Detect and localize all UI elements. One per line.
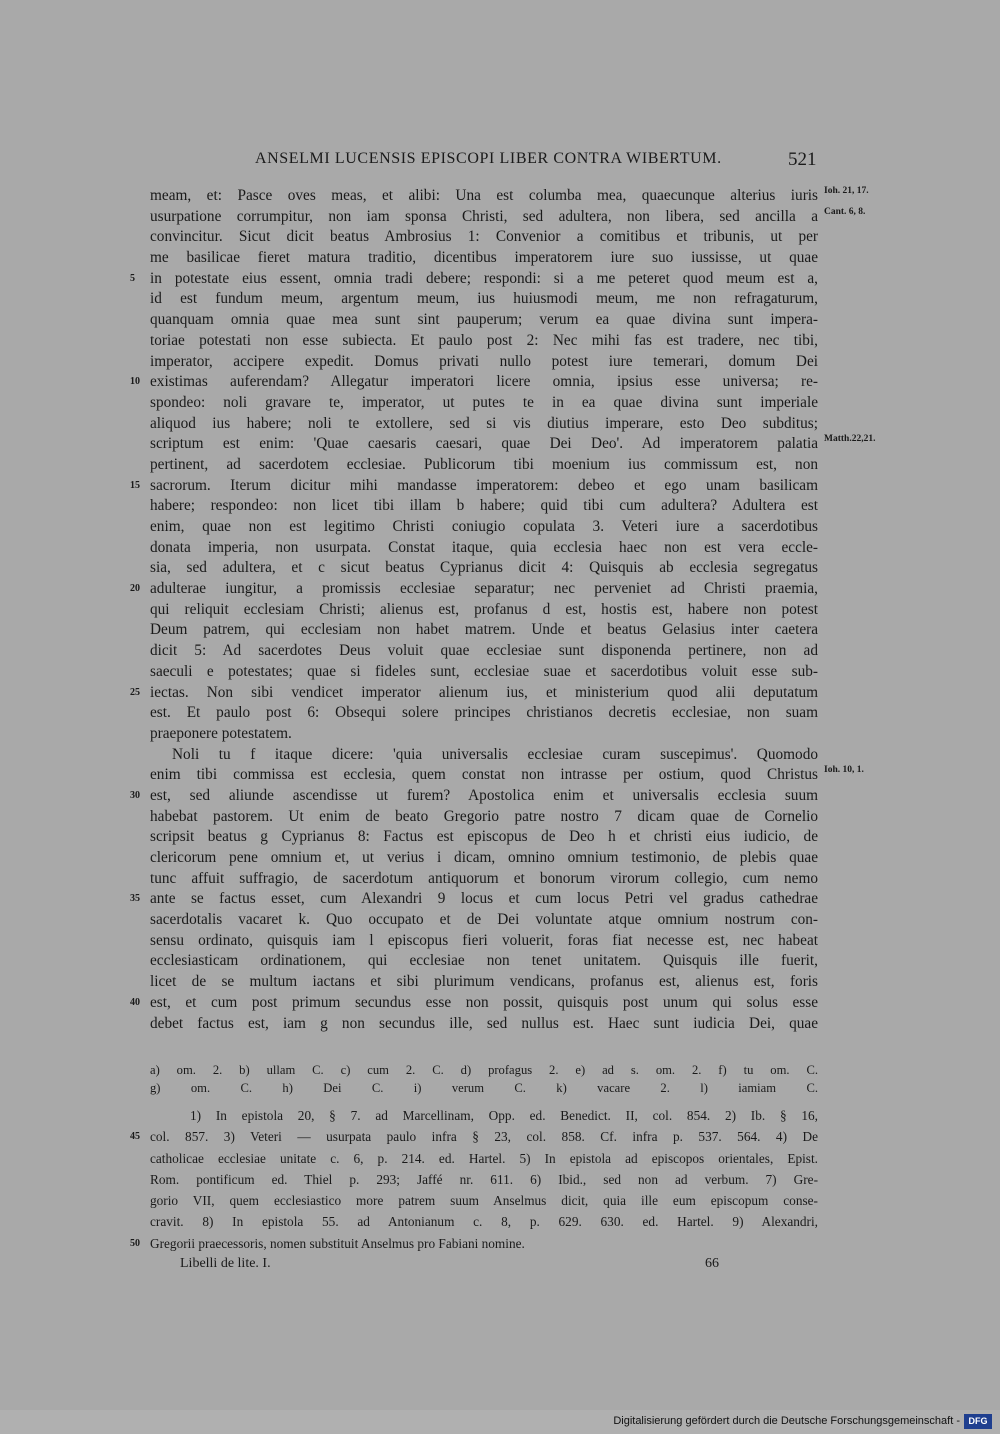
- text-line: [130, 683, 818, 704]
- line-text: sensu ordinato, quisquis iam l episcopus fieri voluerit, foras fiat necesse est, nec habeat: [150, 931, 818, 949]
- line-text: aliquod ius habere; noli te extollere, sed si vis diutius imperare, esto Deo subditus;: [150, 414, 818, 432]
- line-text: Noli tu f itaque dicere: 'quia universalis ecclesiae curam suscepimus'. Quomodo: [172, 745, 818, 763]
- text-line: [150, 745, 818, 766]
- dfg-logo: DFG: [964, 1414, 992, 1429]
- text-line: [150, 434, 876, 455]
- line-text: spondeo: noli gravare te, imperator, ut putes te in ea quae divina sunt imperiale: [150, 393, 818, 411]
- line-text: convincitur. Sicut dicit beatus Ambrosius 1: Convenior a comitibus et tribunis, ut per: [150, 228, 818, 246]
- line-text: catholicae ecclesiae unitate c. 6, p. 214. ed. Hartel. 5) In epistola ad episcopos orientales, Epist.: [150, 1150, 818, 1166]
- text-line: [150, 1014, 818, 1035]
- footnote-line: [130, 1126, 818, 1147]
- text-line: [150, 765, 864, 786]
- critical-apparatus: [150, 1061, 818, 1097]
- line-text: habere; respondeo: non licet tibi illam b habere; quid tibi cum adultera? Adultera est: [150, 497, 818, 515]
- text-line: [150, 910, 818, 931]
- running-head: [0, 150, 1000, 180]
- footnote-line: [130, 1233, 818, 1254]
- line-text: pertinent, ad sacerdotem ecclesiae. Publicorum tibi moenium ius commissum est, non: [150, 455, 818, 473]
- line-number: 35: [130, 893, 140, 905]
- line-text: Rom. pontificum ed. Thiel p. 293; Jaffé nr. 611. 6) Ibid., sed non ad verbum. 7) Gre-: [150, 1171, 818, 1187]
- line-text: me basilicae fieret matura traditio, dicentibus imperatorem iure suo iussisse, ut quae: [150, 249, 818, 267]
- line-number: 15: [130, 479, 140, 491]
- line-text: imperator, accipere expedit. Domus privati nullo potest iure temerari, domum Dei: [150, 352, 818, 370]
- line-text: enim, quae non est legitimo Christi coniugio copulata 3. Veteri iure a sacerdotibus: [150, 518, 818, 535]
- text-line: [150, 724, 818, 745]
- text-line: [150, 248, 818, 269]
- line-text: id est fundum meum, argentum meum, ius huiusmodi meum, me non refragaturum,: [150, 290, 818, 308]
- text-line: [150, 827, 818, 848]
- margin-reference: Cant. 6, 8.: [824, 206, 866, 217]
- line-text: 1) In epistola 20, § 7. ad Marcellinam, Opp. ed. Benedict. II, col. 854. 2) Ib. § 16,: [190, 1108, 818, 1123]
- line-text: gorio VII, quem ecclesiastico more patrem suum Anselmus dicit, quia ille eum episcopum conse-: [150, 1193, 818, 1209]
- signature-mark: Libelli de lite. I.: [180, 1256, 271, 1271]
- text-line: [150, 620, 818, 641]
- line-number: 20: [130, 583, 140, 595]
- line-text: Deum patrem, qui ecclesiam non habet matrem. Unde et beatus Gelasius inter caetera: [150, 621, 818, 639]
- critical-note-line: [150, 1061, 818, 1079]
- line-text: debet factus est, iam g non secundus ille, sed nullus est. Haec sunt iudicia Dei, quae: [150, 1014, 818, 1032]
- line-text: dicit 5: Ad sacerdotes Deus voluit quae ecclesiae sunt disponenda pertinere, non ad: [150, 642, 818, 660]
- text-line: [150, 414, 818, 435]
- line-text: tunc affuit suffragio, de sacerdotum antiquorum et bonorum virorum collegio, cum nemo: [150, 869, 818, 887]
- line-text: habebat pastorem. Ut enim de beato Gregorio patre nostro 7 dicam quae de Cornelio: [150, 807, 818, 825]
- text-line: [130, 269, 818, 290]
- text-line: [150, 496, 818, 517]
- text-line: [150, 517, 818, 538]
- line-text: g) om. C. h) Dei C. i) verum C. k) vacare 2. l) iamiam C.: [150, 1081, 818, 1095]
- text-line: [150, 641, 818, 662]
- line-text: usurpatione corrumpitur, non iam sponsa Christi, sed adultera, non libera, sed ancilla a: [150, 207, 818, 225]
- line-number: 10: [130, 376, 140, 388]
- main-text: [130, 186, 876, 1034]
- text-line: [150, 206, 866, 228]
- line-text: sacrorum. Iterum dicitur mihi mandasse imperatorem: debeo et ego unam basilicam: [150, 476, 818, 494]
- footnotes: [130, 1105, 818, 1254]
- text-line: [150, 972, 818, 993]
- text-line: [130, 889, 818, 910]
- footer-bar: [0, 1410, 1000, 1434]
- line-text: toriae potestati non esse subiecta. Et paulo post 2: Nec mihi fas est tradere, nec tibi,: [150, 331, 818, 349]
- line-text: est, et cum post primum secundus esse non possit, quisquis post unum qui solus esse: [150, 993, 818, 1011]
- line-text: in potestate eius essent, omnia tradi debere; respondi: si a me peteret quod meum est a,: [150, 269, 818, 287]
- text-line: [150, 662, 818, 683]
- line-number: 30: [130, 789, 140, 801]
- footnote-line: [150, 1169, 818, 1190]
- text-line: [150, 352, 818, 373]
- line-text: meam, et: Pasce oves meas, et alibi: Una est columba mea, quaecunque alterius iuris: [150, 187, 818, 204]
- text-line: [150, 310, 818, 331]
- line-text: est. Et paulo post 6: Obsequi solere principes christianos decretis ecclesiae, non suam: [150, 704, 818, 722]
- line-text: ecclesiasticam ordinationem, qui ecclesiae non tenet unitatem. Quisquis ille fuerit,: [150, 952, 818, 970]
- line-number: 25: [130, 686, 140, 698]
- text-line: [150, 869, 818, 890]
- line-text: licet de se multum iactans et sibi plurimum vendicans, profanus est, alienus est, foris: [150, 973, 818, 991]
- line-number: 40: [130, 996, 140, 1008]
- line-text: cravit. 8) In epistola 55. ad Antonianum c. 8, p. 629. 630. ed. Hartel. 9) Alexandri,: [150, 1214, 818, 1230]
- text-line: [150, 931, 818, 952]
- text-line: [150, 848, 818, 869]
- text-line: [130, 372, 818, 393]
- text-line: [150, 558, 818, 579]
- line-text: scriptum est enim: 'Quae caesaris caesari, quae Dei Deo'. Ad imperatorem palatia: [150, 435, 818, 453]
- text-line: [130, 476, 818, 497]
- running-title: ANSELMI LUCENSIS EPISCOPI LIBER CONTRA WIBERTUM.: [255, 150, 722, 167]
- footer-credit: Digitalisierung gefördert durch die Deutsche Forschungsgemeinschaft -: [613, 1415, 960, 1427]
- margin-reference: Ioh. 21, 17.: [824, 186, 869, 196]
- line-text: quanquam omnia quae mea sunt sint pauperum; verum ea quae divina sunt impera-: [150, 311, 818, 329]
- line-text: adulterae iungitur, a promissis ecclesiae separatur; nec perveniet ad Christi praemia,: [150, 580, 818, 598]
- footnote-line: [150, 1211, 818, 1232]
- line-text: donata imperia, non usurpata. Constat itaque, quia ecclesia haec non est vera eccle-: [150, 538, 818, 556]
- text-line: [150, 331, 818, 352]
- line-text: sia, sed adultera, et c sicut beatus Cyprianus dicit 4: Quisquis ab ecclesia segregatus: [150, 559, 818, 577]
- text-line: [130, 579, 818, 600]
- margin-reference: Ioh. 10, 1.: [824, 765, 864, 776]
- line-text: col. 857. 3) Veteri — usurpata paulo infra § 23, col. 858. Cf. infra p. 537. 564. 4) De: [150, 1129, 818, 1145]
- line-number: 50: [130, 1237, 140, 1249]
- line-text: saeculi e potestates; quae si fideles sunt, ecclesiae suae et sacerdotibus voluit esse sub-: [150, 662, 818, 680]
- line-text: iectas. Non sibi vendicet imperator alienum ius, et ministerium quod alii deputatum: [150, 683, 818, 701]
- line-text: ante se factus esset, cum Alexandri 9 locus et cum locus Petri vel gradus cathedrae: [150, 890, 818, 908]
- footnote-line: [150, 1190, 818, 1211]
- line-text: est, sed aliunde ascendisse ut furem? Apostolica enim et universalis ecclesia suum: [150, 786, 818, 804]
- text-line: [150, 289, 818, 310]
- text-line: [150, 600, 818, 621]
- text-line: [150, 393, 818, 414]
- text-line: [130, 786, 818, 807]
- text-line: [150, 807, 818, 828]
- text-line: [150, 703, 818, 724]
- text-line: [150, 951, 818, 972]
- line-text: sacerdotalis vacaret k. Quo occupato et de Dei voluntate atque omnium nostrum con-: [150, 911, 818, 929]
- critical-note-line: [150, 1079, 818, 1097]
- line-text: Gregorii praecessoris, nomen substituit Anselmus pro Fabiani nomine.: [150, 1235, 525, 1251]
- line-text: enim tibi commissa est ecclesia, quem constat non intrasse per ostium, quod Christus: [150, 766, 818, 784]
- line-number: 45: [130, 1131, 140, 1143]
- text-line: [150, 455, 818, 476]
- margin-reference: Matth.22,21.: [824, 434, 876, 445]
- text-line: [150, 186, 869, 207]
- text-line: [150, 538, 818, 559]
- line-text: praeponere potestatem.: [150, 724, 292, 742]
- text-line: [130, 993, 818, 1014]
- footnote-line: [150, 1148, 818, 1169]
- line-text: scripsit beatus g Cyprianus 8: Factus est episcopus de Deo h et christi eius iudicio, de: [150, 828, 818, 846]
- line-number: 5: [130, 272, 135, 284]
- line-text: qui reliquit ecclesiam Christi; alienus est, profanus d est, hostis est, habere non potest: [150, 600, 818, 618]
- line-text: clericorum pene omnium et, ut verius i dicam, omnino omnium testimonio, de plebis quae: [150, 849, 818, 866]
- text-line: [150, 227, 818, 248]
- line-text: existimas auferendam? Allegatur imperatori licere omnia, ipsius esse universa; re-: [150, 373, 818, 391]
- signature-number: 66: [705, 1256, 719, 1271]
- page-number: 521: [788, 149, 817, 170]
- line-text: a) om. 2. b) ullam C. c) cum 2. C. d) profagus 2. e) ad s. om. 2. f) tu om. C.: [150, 1063, 818, 1077]
- footnote-line: [150, 1105, 818, 1126]
